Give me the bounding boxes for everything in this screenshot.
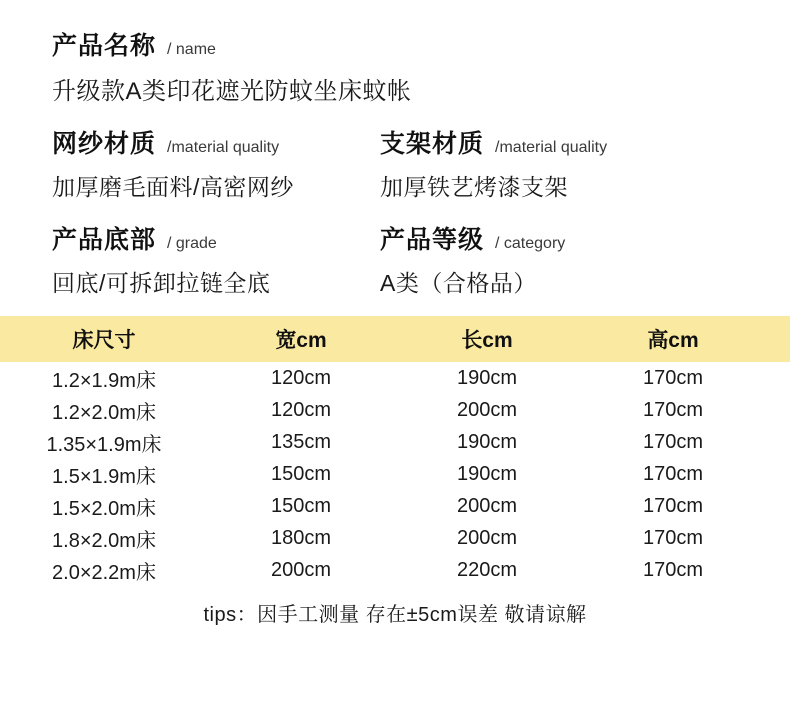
spec-value-grade: A类（合格品）: [380, 270, 537, 296]
table-cell-size: 1.5×1.9m床: [52, 465, 156, 488]
spec-value-frame-material: 加厚铁艺烤漆支架: [380, 174, 568, 200]
table-header-row: [0, 316, 790, 362]
spec-item-grade: [380, 220, 770, 298]
spec-label-mesh-material: 网纱材质: [52, 130, 157, 158]
table-row: [0, 362, 790, 394]
table-cell-length: 200cm: [456, 526, 518, 549]
table-header-cell: 长cm: [461, 329, 513, 352]
spec-item-mesh-material: [0, 124, 380, 202]
table-cell-width: 200cm: [270, 558, 332, 581]
table-cell-length: 220cm: [456, 558, 518, 581]
table-row: [0, 426, 790, 458]
spec-item-bottom: [0, 220, 380, 298]
table-cell-width: 120cm: [270, 366, 332, 389]
spec-value-mesh-material: 加厚磨毛面料/高密网纱: [52, 174, 294, 200]
spec-label-bottom: 产品底部: [52, 226, 157, 254]
spec-label-mesh-material-en: /material quality: [167, 139, 280, 156]
table-cell-length: 190cm: [456, 366, 518, 389]
spec-label-name: 产品名称: [52, 32, 157, 60]
spec-label-bottom-en: / grade: [167, 235, 217, 252]
spec-label-grade: 产品等级: [380, 226, 485, 254]
table-cell-size: 1.35×1.9m床: [46, 433, 162, 456]
table-cell-height: 170cm: [642, 398, 704, 421]
spec-block-materials: [0, 124, 790, 202]
table-header-cell: 高cm: [647, 329, 699, 352]
table-cell-size: 1.5×2.0m床: [52, 497, 156, 520]
table-header-cell: 床尺寸: [72, 329, 136, 352]
table-cell-size: 2.0×2.2m床: [52, 561, 156, 584]
table-cell-length: 190cm: [456, 462, 518, 485]
table-cell-width: 150cm: [270, 462, 332, 485]
table-cell-length: 200cm: [456, 398, 518, 421]
table-cell-width: 150cm: [270, 494, 332, 517]
specifications-section: [0, 0, 790, 298]
spec-label-grade-en: / category: [495, 235, 566, 252]
spec-label-name-en: / name: [167, 41, 216, 58]
table-row: [0, 458, 790, 490]
spec-label-frame-material-en: /material quality: [495, 139, 608, 156]
table-row: [0, 554, 790, 586]
table-cell-width: 120cm: [270, 398, 332, 421]
spec-block-name: [0, 26, 790, 106]
table-cell-height: 170cm: [642, 526, 704, 549]
table-cell-height: 170cm: [642, 366, 704, 389]
spec-value-bottom: 回底/可拆卸拉链全底: [52, 270, 271, 296]
table-row: [0, 490, 790, 522]
table-cell-length: 200cm: [456, 494, 518, 517]
table-row: [0, 522, 790, 554]
table-cell-height: 170cm: [642, 430, 704, 453]
table-row: [0, 394, 790, 426]
table-cell-width: 180cm: [270, 526, 332, 549]
spec-label-frame-material: 支架材质: [380, 130, 485, 158]
measurement-tips: tips：因手工测量 存在±5cm误差 敬请谅解: [203, 604, 587, 626]
spec-item-frame-material: [380, 124, 770, 202]
table-cell-length: 190cm: [456, 430, 518, 453]
table-header-cell: 宽cm: [275, 329, 327, 352]
table-cell-size: 1.8×2.0m床: [52, 529, 156, 552]
spec-value-name: 升级款A类印花遮光防蚊坐床蚊帐: [52, 78, 412, 105]
table-cell-height: 170cm: [642, 462, 704, 485]
table-cell-size: 1.2×1.9m床: [52, 369, 156, 392]
table-cell-size: 1.2×2.0m床: [52, 401, 156, 424]
size-table: [0, 316, 790, 586]
spec-block-bottom-grade: [0, 220, 790, 298]
spec-item-name: [0, 26, 790, 106]
table-cell-height: 170cm: [642, 494, 704, 517]
table-cell-width: 135cm: [270, 430, 332, 453]
table-cell-height: 170cm: [642, 558, 704, 581]
